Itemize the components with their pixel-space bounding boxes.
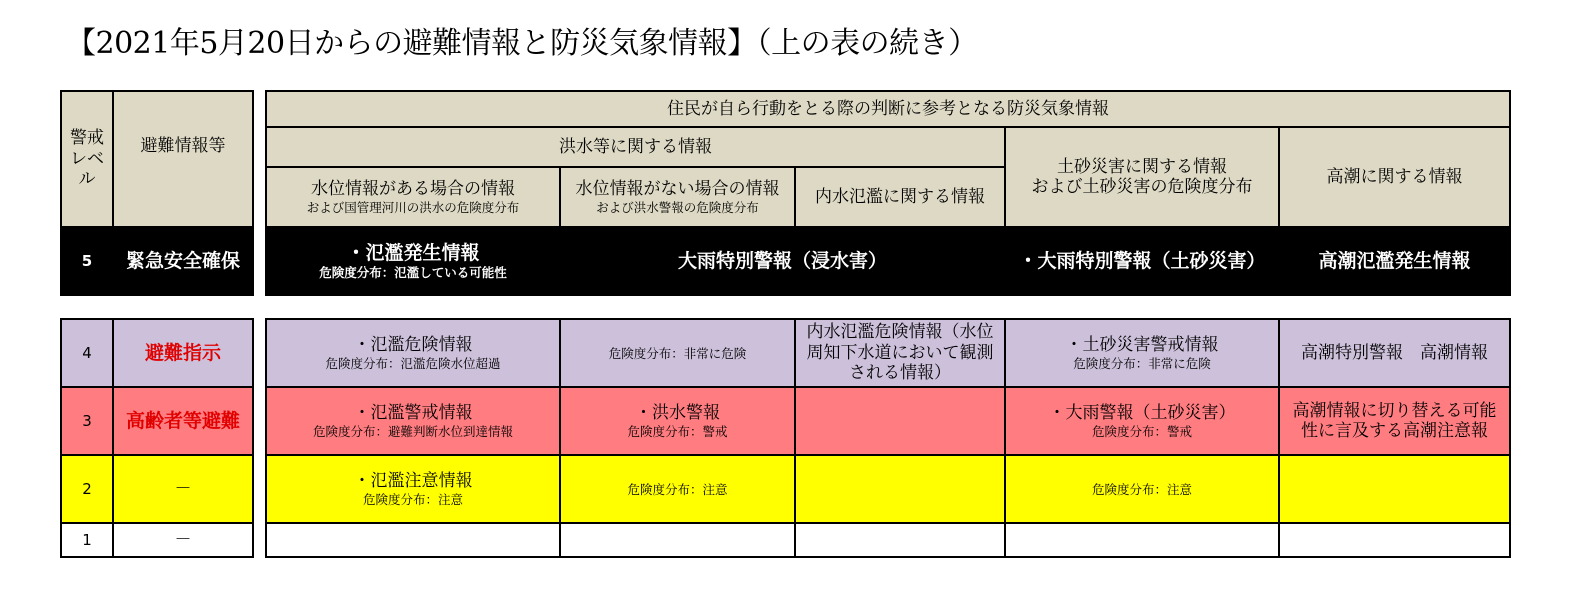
r3-col5: [1278, 386, 1511, 456]
r1-evac: [112, 522, 254, 558]
header-col3-label: 内水氾濫に関する情報: [815, 186, 985, 207]
r4-col4-sub: 危険度分布：非常に危険: [1073, 355, 1211, 371]
r5-col1-sub: 危険度分布：氾濫している可能性: [319, 264, 507, 280]
r3-col4-sub: 危険度分布：警戒: [1091, 423, 1192, 439]
header-group: [265, 90, 1511, 128]
r2-level: [60, 454, 114, 524]
r4-col3: [794, 318, 1006, 388]
r3-col1: [265, 386, 561, 456]
r5-col1-main: ・氾濫発生情報: [346, 242, 480, 265]
page-title: 【2021年5月20日からの避難情報と防災気象情報】（上の表の続き）: [66, 26, 978, 61]
header-col3: [794, 166, 1006, 228]
r5-evac-text: 緊急安全確保: [125, 249, 240, 272]
r3-col3: [794, 386, 1006, 456]
header-col1-main: 水位情報がある場合の情報: [311, 179, 515, 200]
r4-col3-text: 内水氾濫危険情報（水位周知下水道において観測される情報）: [806, 322, 994, 384]
r5-level: [60, 226, 114, 296]
r5-level-text: 5: [81, 252, 93, 270]
r4-evac: [112, 318, 254, 388]
r5-col4-text: ・大雨特別警報（土砂災害）: [1018, 249, 1266, 272]
r4-col5-text: 高潮特別警報 高潮情報: [1301, 342, 1488, 363]
r1-level: [60, 522, 114, 558]
header-col4-line2: および土砂災害の危険度分布: [1031, 177, 1253, 197]
r4-level: [60, 318, 114, 388]
r2-col2-sub: 危険度分布：注意: [627, 481, 728, 497]
r3-col1-main: ・氾濫警戒情報: [353, 403, 473, 424]
r3-col2-main: ・洪水警報: [635, 403, 720, 424]
header-col4: [1004, 126, 1280, 228]
header-col4-line1: 土砂災害に関する情報: [1057, 156, 1227, 177]
r4-col4-main: ・土砂災害警戒情報: [1065, 335, 1219, 356]
header-group-label: 住民が自ら行動をとる際の判断に参考となる防災気象情報: [667, 98, 1109, 119]
r5-col5-text: 高潮氾濫発生情報: [1318, 249, 1471, 272]
r3-level: [60, 386, 114, 456]
r5-col23: [559, 226, 1006, 296]
r4-col5: [1278, 318, 1511, 388]
r2-col2: [559, 454, 796, 524]
r4-evac-text: 避難指示: [144, 341, 221, 364]
r4-col4: [1004, 318, 1280, 388]
r5-col23-text: 大雨特別警報（浸水害）: [677, 249, 887, 272]
r3-evac: [112, 386, 254, 456]
r2-col3: [794, 454, 1006, 524]
r2-col4-sub: 危険度分布：注意: [1091, 481, 1192, 497]
r2-col1-main: ・氾濫注意情報: [353, 471, 473, 492]
r2-evac-text: －: [174, 478, 192, 499]
r1-col3: [794, 522, 1006, 558]
r1-level-text: 1: [82, 531, 92, 549]
r3-col4-main: ・大雨警報（土砂災害）: [1048, 403, 1236, 424]
header-evac-info: [112, 90, 254, 228]
r4-level-text: 4: [82, 344, 92, 362]
r3-col2: [559, 386, 796, 456]
header-evac-info-label: 避難情報等: [140, 136, 226, 156]
header-col1: [265, 166, 561, 228]
r4-col2: [559, 318, 796, 388]
r3-col2-sub: 危険度分布：警戒: [627, 423, 728, 439]
r2-col5: [1278, 454, 1511, 524]
r5-col4: [1004, 226, 1280, 296]
r4-col2-sub: 危険度分布：非常に危険: [608, 345, 747, 361]
header-flood-group: [265, 126, 1006, 168]
header-flood-group-label: 洪水等に関する情報: [559, 136, 712, 157]
r1-evac-text: －: [174, 529, 192, 550]
r3-evac-text: 高齢者等避難: [125, 409, 240, 432]
r2-level-text: 2: [82, 480, 92, 498]
r3-col5-text: 高潮情報に切り替える可能性に言及する高潮注意報: [1292, 400, 1497, 441]
r1-col2: [559, 522, 796, 558]
r2-col1: [265, 454, 561, 524]
r1-col4: [1004, 522, 1280, 558]
header-col5-label: 高潮に関する情報: [1326, 166, 1463, 187]
r2-evac: [112, 454, 254, 524]
r5-col5: [1278, 226, 1511, 296]
r5-col1: [265, 226, 561, 296]
r3-col4: [1004, 386, 1280, 456]
r3-level-text: 3: [82, 412, 92, 430]
r5-evac: [112, 226, 254, 296]
header-col5: [1278, 126, 1511, 228]
header-level: [60, 90, 114, 228]
r2-col1-sub: 危険度分布：注意: [362, 491, 463, 507]
r3-col1-sub: 危険度分布：避難判断水位到達情報: [312, 423, 513, 439]
r4-col1: [265, 318, 561, 388]
r1-col5: [1278, 522, 1511, 558]
r4-col1-main: ・氾濫危険情報: [353, 335, 473, 356]
header-col2-main: 水位情報がない場合の情報: [575, 179, 780, 200]
r4-col1-sub: 危険度分布：氾濫危険水位超過: [325, 355, 501, 371]
header-col2: [559, 166, 796, 228]
header-col1-sub: および国管理河川の洪水の危険度分布: [306, 199, 520, 215]
r1-col1: [265, 522, 561, 558]
header-level-label: 警戒 レベル: [70, 128, 104, 190]
header-col2-sub: および洪水警報の危険度分布: [596, 199, 759, 215]
r2-col4: [1004, 454, 1280, 524]
